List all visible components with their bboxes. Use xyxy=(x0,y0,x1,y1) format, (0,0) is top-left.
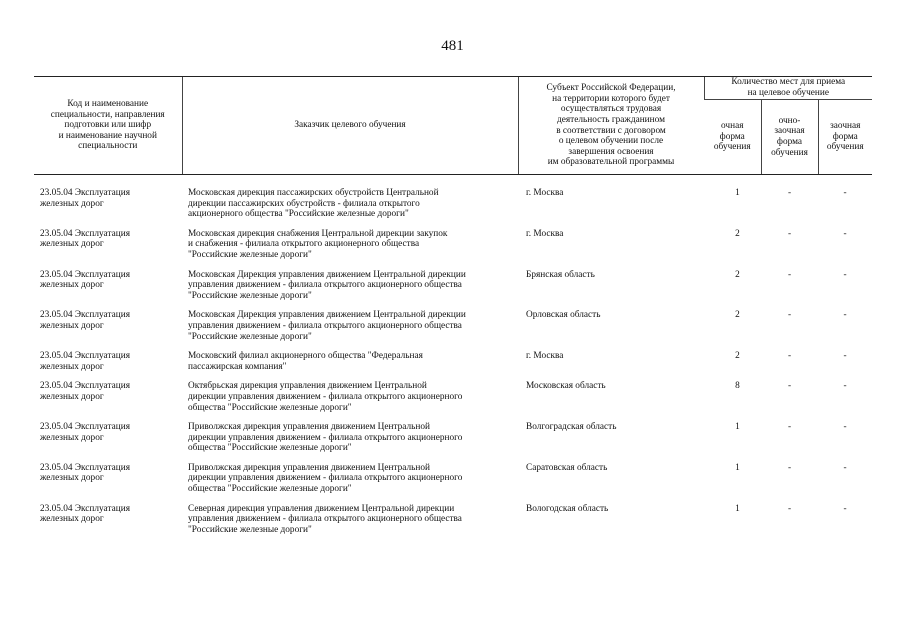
cell-full-time: 8 xyxy=(735,381,740,392)
text-line: железных дорог xyxy=(40,320,104,331)
cell-part-time: - xyxy=(787,503,792,514)
text-line: железных дорог xyxy=(40,473,104,484)
text-line: акционерного общества "Российские железные дороги" xyxy=(188,209,409,220)
cell-part-time: - xyxy=(787,462,792,473)
table-row xyxy=(34,422,872,463)
cell-customer xyxy=(182,175,518,229)
cell-extramural: - xyxy=(843,188,847,198)
text-line: пассажирская компания" xyxy=(188,361,287,372)
cell-code xyxy=(34,463,182,504)
cell-full-time: 2 xyxy=(735,228,740,239)
text-line: на целевое обучение xyxy=(747,88,829,98)
header-code xyxy=(34,77,182,175)
text-line: общества "Российские железные дороги" xyxy=(188,443,352,454)
text-line: Северная дирекция управления движением Центральной дирекции xyxy=(188,503,455,514)
cell-full-time: 1 xyxy=(735,422,740,433)
cell-full-time: 2 xyxy=(735,351,740,362)
cell-part-time: - xyxy=(787,351,792,362)
text-line: 23.05.04 Эксплуатация xyxy=(40,422,130,433)
text-line: очно- xyxy=(778,115,801,126)
text-line: завершения освоения xyxy=(568,146,654,157)
target-training-table xyxy=(34,76,872,544)
text-line: Московский филиал акционерного общества "Федеральная xyxy=(188,351,423,362)
cell-full-time: 2 xyxy=(735,269,740,280)
cell-region: Саратовская область xyxy=(526,462,608,473)
text-line: железных дорог xyxy=(40,432,104,443)
text-line: железных дорог xyxy=(40,391,104,402)
text-line: Субъект Российской Федерации, xyxy=(546,83,676,94)
text-line: 23.05.04 Эксплуатация xyxy=(40,228,130,239)
table-row xyxy=(34,351,872,381)
text-line: Октябрьская дирекция управления движением Центральной xyxy=(188,381,427,392)
text-line: специальности, направления xyxy=(50,109,165,120)
text-line: обучения xyxy=(713,142,751,153)
text-line: дирекции пассажирских обустройств - филиала открытого xyxy=(188,198,420,209)
text-line: подготовки или шифр xyxy=(64,120,152,131)
cell-part-time: - xyxy=(787,422,792,433)
text-line: общества "Российские железные дороги" xyxy=(188,484,352,495)
text-line: дирекции управления движением - филиала открытого акционерного xyxy=(188,432,463,443)
text-line: заочная xyxy=(830,121,861,132)
header-subject xyxy=(518,77,704,175)
cell-region: г. Москва xyxy=(526,188,564,198)
text-line: Московская Дирекция управления движением Центральной дирекции xyxy=(188,269,466,280)
text-line: 23.05.04 Эксплуатация xyxy=(40,462,130,473)
text-line: Московская дирекция снабжения Центральной дирекции закупок xyxy=(188,228,448,239)
text-line: и снабжения - филиала открытого акционерного общества xyxy=(188,239,420,250)
text-line: специальности xyxy=(78,141,138,152)
text-line: в соответствии с договором xyxy=(556,125,666,136)
text-line: железных дорог xyxy=(40,280,104,291)
text-line: им образовательной программы xyxy=(547,157,675,168)
text-line: форма xyxy=(832,131,858,142)
table-body xyxy=(34,175,872,545)
cell-customer xyxy=(182,310,518,351)
text-line: Код и наименование xyxy=(67,99,149,110)
text-line: Приволжская дирекция управления движением Центральной xyxy=(188,462,430,473)
cell-full-time: 1 xyxy=(735,462,740,473)
cell-customer xyxy=(182,351,518,381)
text-line: "Российские железные дороги" xyxy=(188,290,312,301)
header-extramural xyxy=(818,100,872,175)
text-line: о целевом обучении после xyxy=(558,136,664,147)
header-part-time xyxy=(761,100,818,175)
table-row xyxy=(34,463,872,504)
text-line: Приволжская дирекция управления движением Центральной xyxy=(188,422,430,433)
cell-customer xyxy=(182,270,518,311)
text-line: "Российские железные дороги" xyxy=(188,249,312,260)
cell-full-time: 1 xyxy=(735,503,740,514)
table-row xyxy=(34,270,872,311)
text-line: 23.05.04 Эксплуатация xyxy=(40,310,130,321)
table-row xyxy=(34,175,872,229)
cell-code xyxy=(34,270,182,311)
cell-customer xyxy=(182,463,518,504)
text-line: железных дорог xyxy=(40,198,104,209)
cell-extramural: - xyxy=(843,422,847,433)
cell-code xyxy=(34,229,182,270)
cell-extramural: - xyxy=(843,381,847,392)
cell-code xyxy=(34,351,182,381)
cell-part-time: - xyxy=(787,269,792,280)
text-line: управления движением - филиала открытого акционерного общества xyxy=(188,320,462,331)
text-line: Количество мест для приема xyxy=(731,77,846,88)
text-line: на территории которого будет xyxy=(552,93,670,104)
text-line: и наименование научной xyxy=(58,130,157,141)
text-line: заочная xyxy=(774,126,805,137)
cell-region: г. Москва xyxy=(526,351,564,362)
text-line: железных дорог xyxy=(40,361,104,372)
text-line: 23.05.04 Эксплуатация xyxy=(40,188,130,198)
text-line: управления движением - филиала открытого акционерного общества xyxy=(188,280,462,291)
text-line: управления движением - филиала открытого акционерного общества xyxy=(188,514,462,525)
table-row xyxy=(34,310,872,351)
table-row xyxy=(34,229,872,270)
cell-part-time: - xyxy=(787,188,792,198)
cell-extramural: - xyxy=(843,503,847,514)
cell-customer xyxy=(182,422,518,463)
text-line: Московская Дирекция управления движением Центральной дирекции xyxy=(188,310,466,321)
text-line: общества "Российские железные дороги" xyxy=(188,402,352,413)
text-line: железных дорог xyxy=(40,514,104,525)
table-header xyxy=(34,77,872,175)
cell-region: Вологодская область xyxy=(526,503,609,514)
text-line: 23.05.04 Эксплуатация xyxy=(40,351,130,362)
cell-code xyxy=(34,422,182,463)
text-line: обучения xyxy=(826,142,864,153)
cell-extramural: - xyxy=(843,351,847,362)
header-places xyxy=(704,77,872,100)
cell-extramural: - xyxy=(843,310,847,321)
cell-extramural: - xyxy=(843,228,847,239)
text-line: "Российские железные дороги" xyxy=(188,331,312,342)
text-line: дирекции управления движением - филиала открытого акционерного xyxy=(188,391,463,402)
text-line: очная xyxy=(721,121,744,132)
text-line: железных дорог xyxy=(40,239,104,250)
cell-region: г. Москва xyxy=(526,228,564,239)
header-customer: Заказчик целевого обучения xyxy=(182,77,518,175)
cell-region: Брянская область xyxy=(526,269,595,280)
cell-customer xyxy=(182,381,518,422)
cell-extramural: - xyxy=(843,462,847,473)
header-full-time xyxy=(704,100,761,175)
text-line: форма xyxy=(719,131,745,142)
cell-code xyxy=(34,504,182,545)
cell-full-time: 2 xyxy=(735,310,740,321)
cell-region: Орловская область xyxy=(526,310,601,321)
text-line: 23.05.04 Эксплуатация xyxy=(40,381,130,392)
cell-part-time: - xyxy=(787,228,792,239)
cell-code xyxy=(34,310,182,351)
page-number: 481 xyxy=(441,38,464,54)
text-line: форма xyxy=(776,137,803,147)
text-line: деятельность гражданином xyxy=(557,114,665,125)
cell-code xyxy=(34,175,182,229)
cell-full-time: 1 xyxy=(735,188,740,198)
table-row xyxy=(34,381,872,422)
cell-customer xyxy=(182,229,518,270)
cell-code xyxy=(34,381,182,422)
cell-customer xyxy=(182,504,518,545)
text-line: "Российские железные дороги" xyxy=(188,524,312,535)
text-line: обучения xyxy=(771,147,808,158)
cell-region: Московская область xyxy=(526,381,606,392)
cell-extramural: - xyxy=(843,269,847,280)
text-line: Московская дирекция пассажирских обустройств Центральной xyxy=(188,188,439,198)
text-line: 23.05.04 Эксплуатация xyxy=(40,503,130,514)
text-line: осуществляться трудовая xyxy=(560,104,662,115)
table-row xyxy=(34,504,872,545)
text-line: 23.05.04 Эксплуатация xyxy=(40,269,130,280)
cell-region: Волгоградская область xyxy=(526,422,617,433)
text-line: дирекции управления движением - филиала открытого акционерного xyxy=(188,473,463,484)
cell-part-time: - xyxy=(787,310,792,321)
cell-part-time: - xyxy=(787,381,792,392)
